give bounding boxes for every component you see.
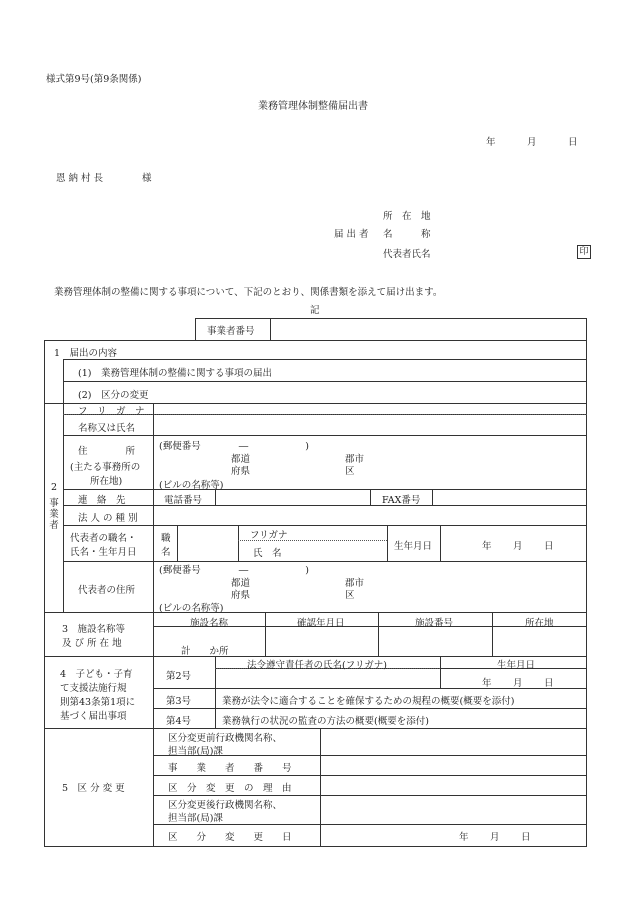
applicant-location-label: 所 在 地 [383,211,431,222]
no2-label: 第2号 [166,671,192,682]
rep-label-line1: 代表者の職名・ [70,533,137,544]
date-year: 年 [486,137,496,148]
address-label-line1: 住 所 [78,446,136,457]
before-agency-line2: 担当部(局)課 [168,746,223,757]
no2-day: 日 [544,678,554,689]
addressee: 恩 納 村 長 [56,173,104,184]
section4-label-line3: 則第43条第1項に [60,697,136,708]
birth-year: 年 [482,541,492,552]
no3-text: 業務が法令に適合することを確保するための規程の概要(概要を添付) [222,696,515,707]
address-label-line3: 所在地) [90,476,123,487]
date-day: 日 [568,137,578,148]
rep-address-pref-2: 府県 [231,590,251,601]
phone-field[interactable] [216,490,369,504]
section2-label: 事業者 [49,498,59,531]
form-number: 様式第9号(第9条関係) [46,74,142,85]
change-date-year: 年 [459,832,469,843]
ki-label: 記 [310,305,320,316]
section1-item2: (2) 区分の変更 [78,390,149,401]
position-label-2: 名 [161,547,171,558]
rep-address-postal: (郵便番号 ― ) [159,565,309,576]
address-label-line2: (主たる事務所の [70,462,141,473]
corp-type-field[interactable] [154,506,585,524]
section3-label-line2: 及 び 所 在 地 [62,638,122,649]
rep-address-city-2: 区 [345,590,355,601]
rep-address-label: 代表者の住所 [78,585,136,596]
no4-text: 業務執行の状況の監査の方法の概要(概要を添付) [222,716,429,727]
rep-address-city-1: 郡市 [345,578,365,589]
section5-bizno-field[interactable] [321,756,585,774]
before-agency-line1: 区分変更前行政機関名称、 [168,733,283,744]
position-field[interactable] [178,526,237,560]
no3-label: 第3号 [166,696,192,707]
change-reason-field[interactable] [321,776,585,794]
no4-label: 第4号 [166,716,192,727]
birth-day: 日 [544,541,554,552]
change-date-month: 月 [490,832,500,843]
address-pref-1: 都道 [231,454,251,465]
address-city-2: 区 [345,466,355,477]
seal-mark: 印 [577,245,591,259]
rep-furigana-label: フリガナ [250,530,288,541]
furigana-label: フ リ ガ ナ [78,406,145,417]
applicant-name-label: 名 称 [383,229,431,240]
rep-address-pref-1: 都道 [231,578,251,589]
birth-month: 月 [513,541,523,552]
facility-date-header: 確認年月日 [297,618,345,629]
facility-total: 計 か所 [181,646,229,657]
address-city-1: 郡市 [345,454,365,465]
rep-name-label: 氏 名 [253,548,282,559]
no2-month: 月 [513,678,523,689]
fax-field[interactable] [433,490,585,504]
section2-number: 2 [51,482,58,493]
after-agency-line2: 担当部(局)課 [168,813,223,824]
section3-label-line1: 3 施設名称等 [62,624,126,635]
before-agency-field[interactable] [321,729,585,754]
section1-title: 1 届出の内容 [54,348,118,359]
business-number-label: 事業者番号 [207,326,255,337]
applicant-rep-label: 代表者氏名 [383,249,431,260]
no2-birth-label: 生年月日 [497,660,536,671]
honorific: 様 [142,173,152,184]
rep-label-line2: 氏名・生年月日 [70,547,137,558]
name-label: 名称又は氏名 [78,423,136,434]
intro-text: 業務管理体制の整備に関する事項について、下記のとおり、関係書類を添えて届け出ます。 [54,287,443,298]
applicant-label: 届 出 者 [334,229,369,240]
after-agency-line1: 区分変更後行政機関名称、 [168,800,283,811]
section5-bizno-label: 事 業 者 番 号 [168,763,292,774]
position-label-1: 職 [161,533,171,544]
contact-label: 連 絡 先 [78,495,126,506]
no2-text: 法令遵守責任者の氏名(フリガナ) [247,660,387,671]
section4-label-line1: 4 子ども・子育 [60,669,133,680]
change-date-label: 区 分 変 更 日 [168,832,292,843]
section1-item1: (1) 業務管理体制の整備に関する事項の届出 [78,368,272,379]
address-postal: (郵便番号 ― ) [159,441,309,452]
after-agency-field[interactable] [321,796,585,823]
no2-year: 年 [482,678,492,689]
change-reason-label: 区 分 変 更 の 理 由 [168,783,292,794]
birth-label: 生年月日 [394,541,433,552]
corp-type-label: 法 人 の 種 別 [78,513,138,524]
phone-label: 電話番号 [164,495,203,506]
furigana-field[interactable] [154,404,585,414]
facility-number-header: 施設番号 [415,618,454,629]
name-field[interactable] [154,415,585,434]
address-building: (ビルの名称等) [159,480,224,491]
section4-label-line4: 基づく届出事項 [60,711,127,722]
section4-label-line2: て支援法施行規 [60,683,127,694]
fax-label: FAX番号 [382,495,421,506]
facility-location-header: 所在地 [525,618,554,629]
change-date-day: 日 [521,832,531,843]
document-title: 業務管理体制整備届出書 [258,101,368,112]
business-number-field[interactable] [271,319,585,339]
facility-name-header: 施設名称 [190,618,229,629]
date-month: 月 [527,137,537,148]
address-pref-2: 府県 [231,466,251,477]
rep-address-building: (ビルの名称等) [159,603,224,614]
section5-label: 5 区 分 変 更 [62,783,125,794]
